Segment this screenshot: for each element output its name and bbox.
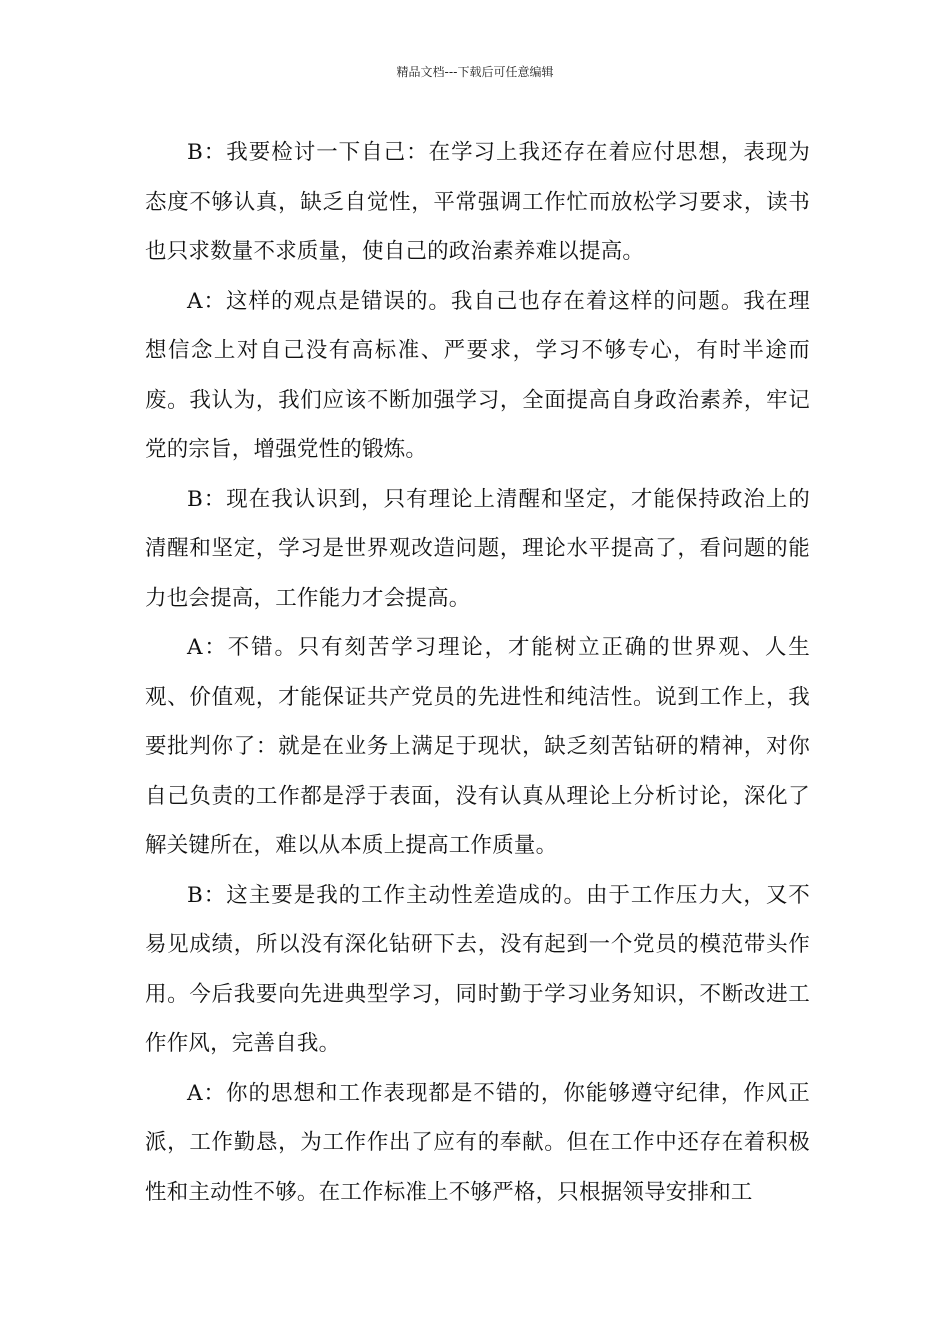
page-header: 精品文档---下载后可任意编辑 [396,65,554,79]
paragraph: A：你的思想和工作表现都是不错的，你能够遵守纪律，作风正派，工作勤恳，为工作作出了应有的奉献。但在工作中还存在着积极性和主动性不够。在工作标准上不够严格，只根据领导安排和工 [145,1080,810,1205]
paragraph: B：这主要是我的工作主动性差造成的。由于工作压力大，又不易见成绩，所以没有深化钻研下去，没有起到一个党员的模范带头作用。今后我要向先进典型学习，同时勤于学习业务知识，不断改进工作作风，完善自我。 [145,882,810,1056]
paragraph: A：这样的观点是错误的。我自己也存在着这样的问题。我在理想信念上对自己没有高标准、严要求，学习不够专心，有时半途而废。我认为，我们应该不断加强学习，全面提高自身政治素养，牢记党的宗旨，增强党性的锻炼。 [145,288,810,462]
paragraph: B：现在我认识到，只有理论上清醒和坚定，才能保持政治上的清醒和坚定，学习是世界观改造问题，理论水平提高了，看问题的能力也会提高，工作能力才会提高。 [145,486,810,611]
paragraph: A：不错。只有刻苦学习理论，才能树立正确的世界观、人生观、价值观，才能保证共产党员的先进性和纯洁性。说到工作上，我要批判你了：就是在业务上满足于现状，缺乏刻苦钻研的精神，对你自己负责的工作都是浮于表面，没有认真从理论上分析讨论，深化了解关键所在，难以从本质上提高工作质量。 [145,635,810,858]
document-body [145,128,810,1217]
paragraph: B：我要检讨一下自己：在学习上我还存在着应付思想，表现为态度不够认真，缺乏自觉性，平常强调工作忙而放松学习要求，读书也只求数量不求质量，使自己的政治素养难以提高。 [145,140,810,264]
